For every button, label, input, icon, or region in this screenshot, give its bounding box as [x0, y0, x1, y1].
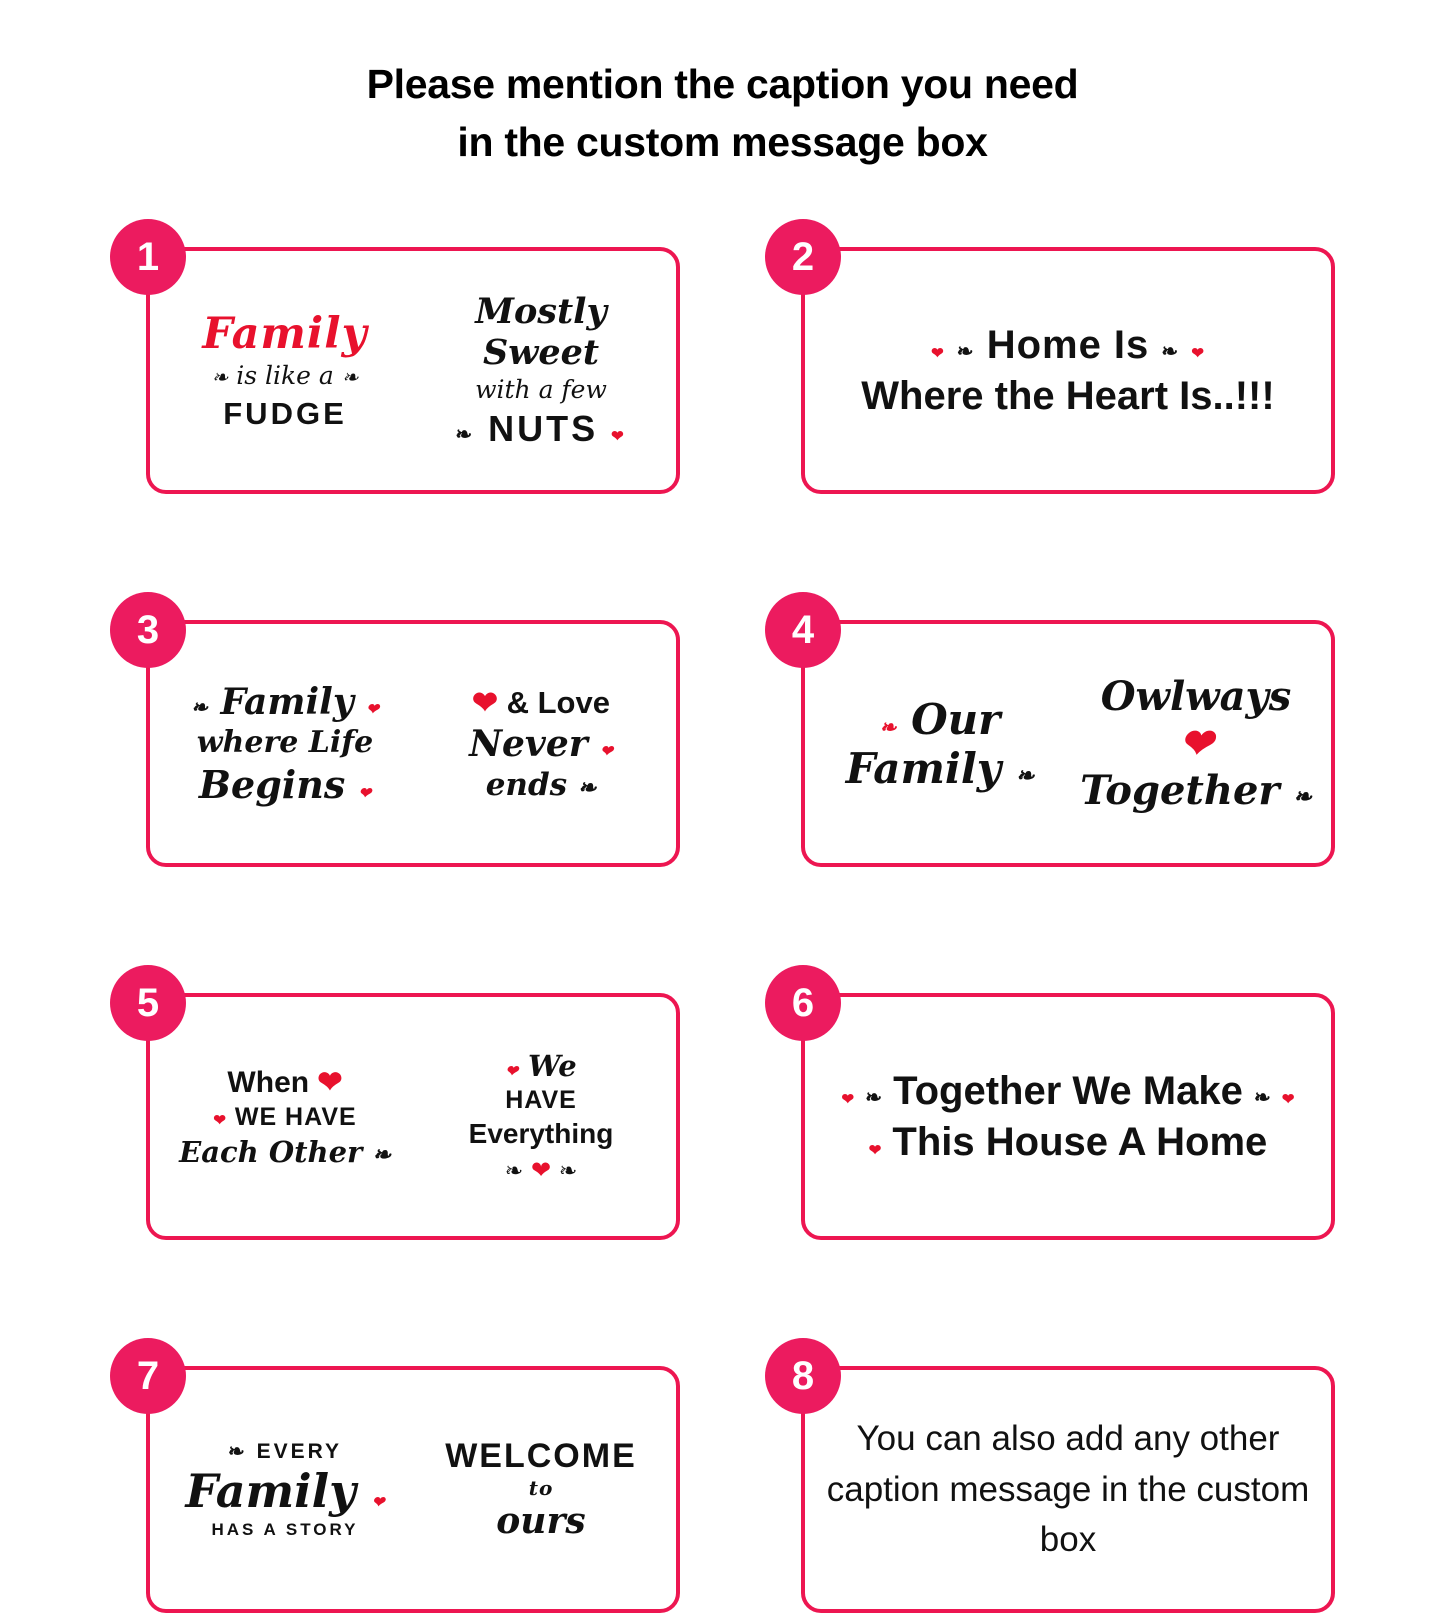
caption-1-left-line-3: FUDGE	[223, 396, 347, 432]
heart-icon: ❤	[366, 699, 379, 718]
card-number-badge-1: 1	[110, 219, 186, 295]
heart-icon: ❤	[841, 1090, 855, 1108]
caption-grid	[0, 219, 1445, 1613]
caption-3-right-line-3-text: ends	[485, 766, 568, 803]
caption-card-5[interactable]	[146, 993, 680, 1240]
caption-4-left-line-1	[880, 695, 1001, 744]
heart-icon: ❤	[868, 1141, 882, 1159]
caption-3-left-block	[166, 681, 404, 807]
caption-5-left-line-2-text: WE HAVE	[234, 1102, 357, 1131]
leaf-icon: ❧	[1015, 762, 1035, 789]
leaf-icon: ❧	[504, 1157, 524, 1183]
swirl-icon: ❧	[341, 365, 359, 390]
swirl-icon: ❧	[956, 340, 975, 363]
heart-icon: ❤	[358, 783, 372, 802]
caption-5-right-ornament	[505, 1153, 578, 1185]
caption-1-right-line-3-text: NUTS	[488, 408, 599, 450]
caption-3-right-line-2	[469, 723, 613, 765]
caption-cell-5	[110, 965, 680, 1240]
caption-7-left-line-0	[228, 1440, 342, 1464]
caption-art-3	[150, 624, 676, 863]
caption-card-7[interactable]	[146, 1366, 680, 1613]
page-title	[0, 0, 1445, 171]
caption-6-block	[821, 1069, 1315, 1165]
heart-icon: ❤	[611, 428, 627, 446]
caption-3-left-line-1-text: Family	[220, 680, 354, 723]
heart-icon: ❤	[530, 1156, 552, 1184]
caption-1-left-line-2-text: is like a	[236, 361, 334, 391]
card-number-badge-2: 2	[765, 219, 841, 295]
caption-5-right-line-3: Everything	[468, 1117, 614, 1149]
caption-5-left-line-3-text: Each Other	[179, 1134, 363, 1169]
card-number-badge-8: 8	[765, 1338, 841, 1414]
caption-card-2[interactable]	[801, 247, 1335, 494]
caption-3-left-line-2: where Life	[196, 724, 374, 760]
heart-icon: ❤	[213, 1111, 227, 1129]
caption-5-right-line-1-text: We	[528, 1048, 577, 1083]
swirl-icon: ❧	[455, 424, 476, 447]
leaf-icon: ❧	[1293, 784, 1312, 811]
caption-2-line-1-text: Home Is	[986, 322, 1150, 367]
caption-3-right-line-1	[472, 685, 610, 721]
caption-cell-4	[765, 592, 1335, 867]
caption-cell-3	[110, 592, 680, 867]
caption-3-right-block	[422, 685, 660, 803]
heart-icon: ❤	[931, 344, 945, 362]
heart-icon: ❤	[472, 684, 498, 720]
caption-7-right-line-1: WELCOME	[445, 1437, 637, 1476]
caption-cell-2	[765, 219, 1335, 494]
caption-4-right-block	[1077, 673, 1315, 814]
card-number-badge-7: 7	[110, 1338, 186, 1414]
caption-5-left-line-1	[227, 1065, 342, 1100]
caption-3-right-line-1-text: & Love	[506, 684, 610, 720]
caption-3-right-line-3	[486, 767, 597, 803]
caption-7-right-line-2: to	[528, 1476, 554, 1501]
card-number-badge-5: 5	[110, 965, 186, 1041]
page-title-line-1: Please mention the caption you need	[366, 61, 1079, 107]
caption-7-left-line-1-text: Family	[185, 1463, 356, 1518]
caption-4-right-line-1-text: Owlways	[1100, 673, 1292, 721]
swirl-icon: ❧	[1161, 340, 1180, 363]
caption-4-right-line-2-text: Together	[1080, 767, 1280, 815]
caption-2-line-2: Where the Heart Is..!!!	[861, 373, 1275, 418]
caption-8-text: You can also add any other caption message in the custom box	[826, 1418, 1310, 1560]
caption-1-right-line-2: with a few	[475, 375, 607, 405]
caption-7-left-line-1	[186, 1464, 385, 1518]
caption-art-8	[805, 1370, 1331, 1609]
heart-icon: ❤	[1179, 720, 1213, 768]
caption-7-left-block	[166, 1440, 404, 1540]
swirl-icon: ❧	[865, 1086, 883, 1109]
caption-5-right-line-1	[505, 1049, 576, 1083]
heart-icon: ❤	[505, 1061, 518, 1080]
swirl-icon: ❧	[211, 365, 229, 390]
caption-7-left-line-0-text: EVERY	[256, 1439, 343, 1463]
caption-5-right-line-2: HAVE	[505, 1085, 577, 1114]
caption-1-left-line-1: Family	[202, 309, 368, 360]
caption-1-left-line-2	[212, 361, 359, 390]
caption-card-3[interactable]	[146, 620, 680, 867]
caption-7-right-block	[422, 1437, 660, 1542]
caption-2-line-1	[931, 323, 1205, 368]
caption-5-left-line-2	[213, 1103, 356, 1132]
caption-5-left-block	[166, 1065, 404, 1169]
caption-cell-8	[765, 1338, 1335, 1613]
caption-cell-7	[110, 1338, 680, 1613]
caption-art-7	[150, 1370, 676, 1609]
caption-3-left-line-1	[191, 681, 379, 723]
caption-card-4[interactable]	[801, 620, 1335, 867]
caption-7-left-line-2: HAS A STORY	[211, 1519, 359, 1539]
leaf-icon: ❧	[558, 1157, 578, 1183]
caption-2-block	[821, 323, 1315, 419]
caption-card-1[interactable]	[146, 247, 680, 494]
caption-3-right-line-2-text: Never	[469, 722, 588, 765]
page-title-line-2: in the custom message box	[457, 119, 988, 166]
card-number-badge-6: 6	[765, 965, 841, 1041]
caption-4-right-line-1	[1077, 673, 1315, 767]
caption-art-2	[805, 251, 1331, 490]
card-number-badge-3: 3	[110, 592, 186, 668]
caption-5-left-line-3	[179, 1135, 391, 1169]
heart-icon: ❤	[600, 741, 613, 760]
heart-icon: ❤	[371, 1492, 385, 1511]
caption-4-left-line-1-text: Our	[911, 694, 1001, 744]
caption-7-right-line-3: ours	[496, 1500, 586, 1543]
caption-art-5	[150, 997, 676, 1236]
caption-6-line-2-text: This House A Home	[892, 1119, 1268, 1164]
swirl-icon: ❧	[879, 714, 897, 739]
caption-6-line-2	[869, 1120, 1268, 1165]
caption-1-left-block	[166, 309, 404, 432]
caption-4-left-line-2	[846, 744, 1035, 793]
caption-cell-6	[765, 965, 1335, 1240]
caption-4-left-block	[821, 695, 1059, 793]
caption-3-left-line-3	[199, 762, 371, 807]
caption-6-line-1	[842, 1069, 1295, 1114]
caption-cell-1	[110, 219, 680, 494]
caption-3-left-line-3-text: Begins	[198, 761, 346, 807]
caption-4-left-line-2-text: Family	[845, 743, 1002, 793]
card-number-badge-4: 4	[765, 592, 841, 668]
caption-5-left-line-1-text: When	[227, 1065, 310, 1099]
swirl-icon: ❧	[1253, 1086, 1271, 1109]
caption-card-8[interactable]	[801, 1366, 1335, 1613]
caption-art-1	[150, 251, 676, 490]
leaf-icon: ❧	[577, 774, 597, 801]
heart-icon: ❤	[1281, 1090, 1295, 1108]
caption-art-6	[805, 997, 1331, 1236]
heart-icon: ❤	[317, 1065, 343, 1099]
caption-art-4	[805, 624, 1331, 863]
caption-1-right-line-3	[455, 408, 626, 450]
caption-1-right-line-1: Mostly Sweet	[475, 291, 607, 374]
caption-1-right-block	[422, 291, 660, 450]
heart-icon: ❤	[1191, 344, 1205, 362]
caption-6-line-1-text: Together We Make	[893, 1068, 1243, 1113]
caption-5-right-block	[422, 1049, 660, 1185]
caption-card-6[interactable]	[801, 993, 1335, 1240]
swirl-icon: ❧	[191, 694, 208, 719]
swirl-icon: ❧	[227, 1440, 248, 1463]
leaf-icon: ❧	[372, 1141, 391, 1168]
caption-4-right-line-2	[1080, 767, 1312, 814]
